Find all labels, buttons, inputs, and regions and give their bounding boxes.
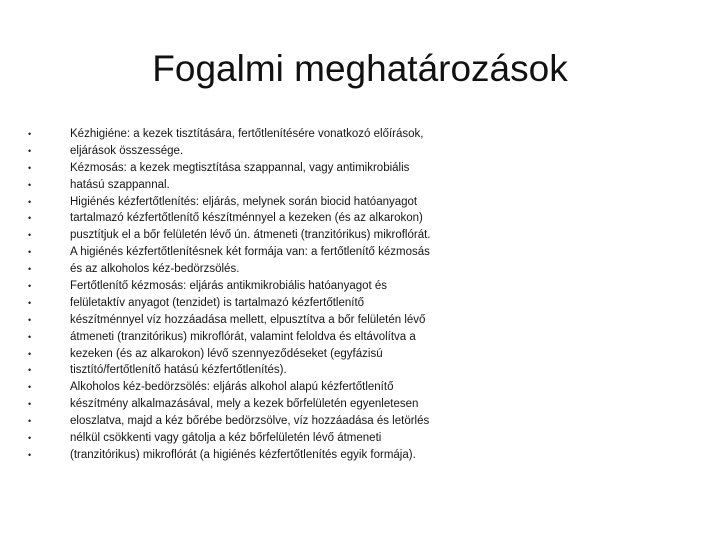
list-item-text: átmeneti (tranzitórikus) mikroflórát, valamint feloldva és eltávolítva a [70, 330, 416, 343]
bullet-icon: • [28, 365, 32, 376]
bullet-icon: • [28, 179, 32, 190]
bullet-icon: • [28, 281, 32, 292]
list-item [28, 447, 498, 464]
bullet-icon: • [28, 213, 32, 224]
bullet-icon: • [28, 449, 32, 460]
slide-title: Fogalmi meghatározások [152, 48, 568, 89]
bullet-icon: • [28, 247, 32, 258]
list-item [28, 143, 498, 160]
bullet-icon: • [28, 314, 32, 325]
list-item-text: A higiénés kézfertőtlenítésnek két formája van: a fertőtlenítő kézmosás [70, 246, 430, 259]
list-item [28, 413, 498, 430]
bullet-icon: • [28, 416, 32, 427]
list-item [28, 278, 498, 295]
list-item [28, 210, 498, 227]
bullet-icon: • [28, 348, 32, 359]
list-item-text: kezeken (és az alkarokon) lévő szennyeződéseket (egyfázisú [70, 347, 383, 360]
list-item-text: tartalmazó kézfertőtlenítő készítménnyel a kezeken (és az alkarokon) [70, 212, 423, 225]
bullet-icon: • [28, 230, 32, 241]
list-item-text: Kézhigiéne: a kezek tisztítására, fertőtlenítésére vonatkozó előírások, [70, 128, 424, 140]
list-item-text: Higiénés kézfertőtlenítés: eljárás, melynek során biocid hatóanyagot [70, 195, 418, 208]
list-item-text: nélkül csökkenti vagy gátolja a kéz bőrfelületén lévő átmeneti [70, 432, 382, 445]
list-item-text: készítmény alkalmazásával, mely a kezek bőrfelületén egyenletesen [70, 398, 419, 411]
list-item [28, 194, 498, 211]
bullet-icon: • [28, 129, 32, 139]
list-item-text: Alkoholos kéz-bedörzsölés: eljárás alkohol alapú kézfertőtlenítő [70, 381, 394, 394]
bullet-icon: • [28, 399, 32, 410]
list-item [28, 362, 498, 379]
bullet-icon: • [28, 433, 32, 444]
list-item [28, 295, 498, 312]
bullet-icon: • [28, 297, 32, 308]
list-item-text: Kézmosás: a kezek megtisztítása szappannal, vagy antimikrobiális [70, 161, 410, 174]
list-item [28, 312, 498, 329]
list-item-text: tisztító/fertőtlenítő hatású kézfertőtlenítés). [70, 364, 287, 377]
list-item [28, 160, 498, 177]
bullet-icon: • [28, 331, 32, 342]
bullet-icon: • [28, 162, 32, 173]
list-item [28, 346, 498, 363]
list-item-text: eloszlatva, majd a kéz bőrébe bedörzsölve, víz hozzáadása és letörlés [70, 415, 430, 428]
list-item-text: készítménnyel víz hozzáadása mellett, elpusztítva a bőr felületén lévő [70, 313, 426, 326]
list-item [28, 177, 498, 194]
list-item [28, 329, 498, 346]
list-item [28, 244, 498, 261]
list-item-text: és az alkoholos kéz-bedörzsölés. [70, 263, 240, 276]
list-item [28, 261, 498, 278]
list-item [28, 379, 498, 396]
list-item-text: pusztítjuk el a bőr felületén lévő ún. átmeneti (tranzitórikus) mikroflórát. [70, 229, 431, 242]
list-item-text: (tranzitórikus) mikroflórát (a higiénés kézfertőtlenítés egyik formája). [70, 448, 416, 461]
bullet-icon: • [28, 264, 32, 275]
bullet-icon: • [28, 382, 32, 393]
list-item [28, 227, 498, 244]
bullet-icon: • [28, 196, 32, 207]
list-item-text: eljárások összessége. [70, 144, 184, 157]
list-item-text: felületaktív anyagot (tenzidet) is tartalmazó kézfertőtlenítő [70, 296, 365, 309]
list-item [28, 430, 498, 447]
bullet-list [28, 126, 498, 464]
list-item-text: Fertőtlenítő kézmosás: eljárás antikmikrobiális hatóanyagot és [70, 280, 388, 293]
bullet-icon: • [28, 145, 32, 156]
list-item-text: hatású szappannal. [70, 178, 170, 191]
list-item [28, 126, 498, 143]
list-item [28, 396, 498, 413]
